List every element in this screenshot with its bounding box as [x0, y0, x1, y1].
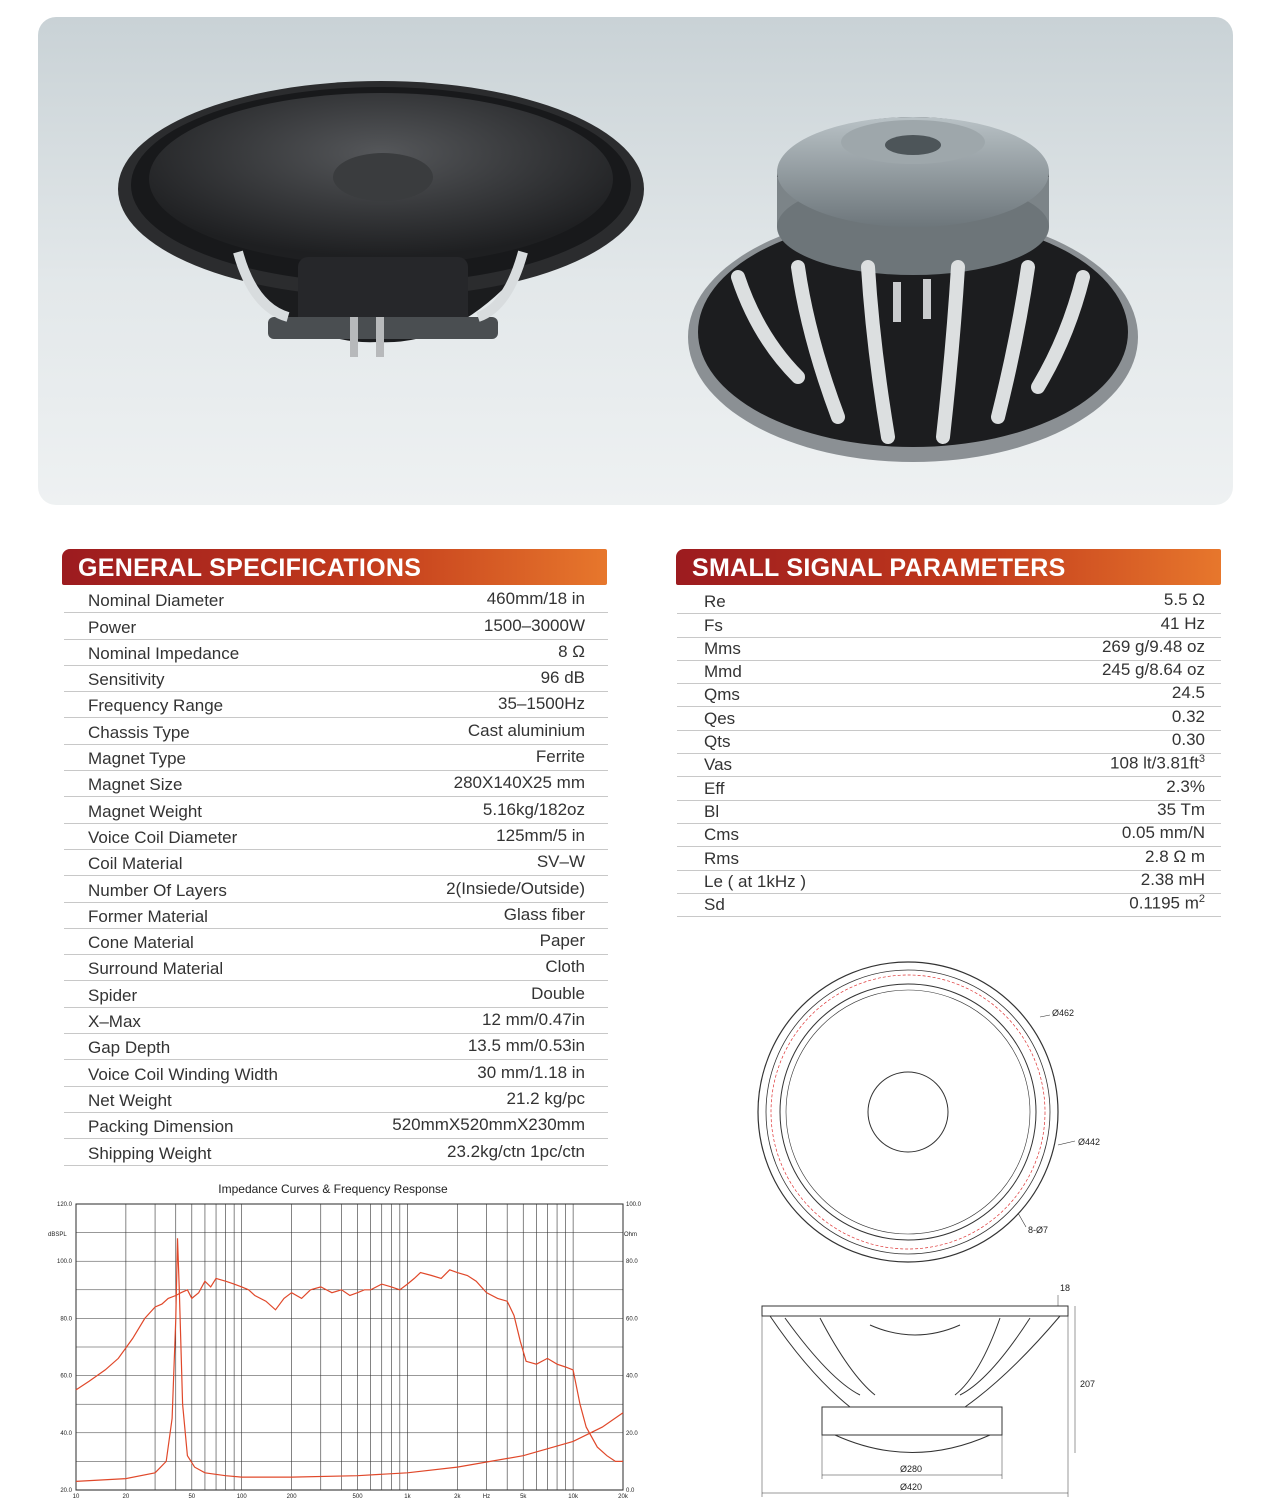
- dimension-label: Ø442: [1078, 1137, 1101, 1147]
- right-tick-label: 80.0: [626, 1259, 638, 1266]
- spec-value: 520mmX520mmX230mm: [392, 1115, 585, 1135]
- spec-value: Ferrite: [535, 747, 585, 767]
- param-label: Qms: [704, 685, 740, 705]
- spec-label: Number Of Layers: [88, 880, 227, 900]
- spec-label: X–Max: [88, 1012, 141, 1032]
- spec-value: 23.2kg/ctn 1pc/ctn: [447, 1141, 585, 1161]
- param-value: 2.38 mH: [1140, 869, 1205, 889]
- right-tick-label: 100.0: [626, 1202, 642, 1208]
- spec-value: 13.5 mm/0.53in: [467, 1036, 585, 1056]
- spec-value: 125mm/5 in: [496, 825, 585, 845]
- spec-row-x-max: [64, 1008, 608, 1034]
- x-tick-label: 10: [72, 1494, 80, 1500]
- chart-title: Impedance Curves & Frequency Response: [218, 1182, 448, 1196]
- spec-row-voice-coil-diameter: [64, 824, 608, 850]
- spec-label: Magnet Type: [88, 749, 186, 769]
- spec-label: Voice Coil Winding Width: [88, 1064, 278, 1084]
- param-value: 269 g/9.48 oz: [1101, 636, 1205, 656]
- param-row-le: [677, 871, 1221, 894]
- left-tick-label: 120.0: [56, 1202, 72, 1208]
- spec-row-spider: [64, 981, 608, 1007]
- spec-row-frequency-range: [64, 692, 608, 718]
- param-value-text: 108 lt/3.81ft: [1110, 753, 1199, 773]
- x-tick-label: 2k: [454, 1494, 461, 1500]
- speaker-photos: [38, 17, 1233, 505]
- x-tick-label: 10k: [568, 1494, 578, 1500]
- param-value: 0.32: [1171, 706, 1205, 726]
- impedance-curve-line: [76, 1238, 623, 1481]
- dimension-label: 207: [1080, 1379, 1096, 1389]
- spec-value: 5.16kg/182oz: [482, 799, 585, 819]
- param-label: Bl: [704, 801, 720, 821]
- spec-value: 30 mm/1.18 in: [477, 1062, 585, 1082]
- spec-label: Gap Depth: [88, 1038, 171, 1058]
- x-tick-label: 20k: [618, 1494, 628, 1500]
- dimension-label: 8-Ø7: [1028, 1225, 1049, 1235]
- spec-label: Nominal Impedance: [88, 643, 240, 663]
- param-value: 24.5: [1171, 683, 1205, 703]
- spec-row-power: [64, 613, 608, 639]
- general-specifications-table: [64, 587, 608, 1166]
- spec-row-packing-dimension: [64, 1113, 608, 1139]
- spec-value: SV–W: [536, 852, 585, 872]
- right-axis-label: Ohm: [624, 1232, 638, 1238]
- param-row-cms: [677, 824, 1221, 847]
- technical-drawing: [740, 955, 1110, 1500]
- spec-row-magnet-weight: [64, 797, 608, 823]
- x-tick-label: 100: [236, 1494, 247, 1500]
- param-label: Cms: [704, 825, 739, 845]
- spec-label: Chassis Type: [88, 722, 190, 742]
- x-tick-label: 5k: [520, 1494, 527, 1500]
- param-label: Mmd: [704, 662, 742, 682]
- param-value: [1110, 753, 1205, 774]
- spec-row-gap-depth: [64, 1034, 608, 1060]
- spec-label: Magnet Weight: [88, 801, 203, 821]
- spec-value: Glass fiber: [503, 904, 585, 924]
- right-tick-label: 0.0: [626, 1488, 635, 1494]
- left-tick-label: 80.0: [60, 1316, 72, 1323]
- param-value-text: 0.1195 m: [1129, 893, 1199, 913]
- param-row-eff: [677, 777, 1221, 800]
- spec-value: Double: [531, 983, 585, 1003]
- param-label: Vas: [704, 755, 733, 775]
- spec-value: Cloth: [545, 957, 585, 977]
- left-tick-label: 100.0: [56, 1259, 72, 1266]
- spec-label: Spider: [88, 985, 138, 1005]
- spec-row-surround-material: [64, 955, 608, 981]
- spec-label: Frequency Range: [88, 696, 224, 716]
- param-value: 2.8 Ω m: [1145, 846, 1205, 866]
- front-speaker: [118, 81, 644, 357]
- chart-grid: [76, 1204, 623, 1490]
- param-row-sd: [677, 894, 1221, 917]
- spec-row-magnet-size: [64, 771, 608, 797]
- param-row-vas: [677, 754, 1221, 777]
- spec-value: Cast aluminium: [467, 720, 585, 740]
- param-value: 245 g/8.64 oz: [1101, 660, 1205, 680]
- spec-value: 21.2 kg/pc: [506, 1088, 585, 1108]
- spec-row-number-of-layers: [64, 876, 608, 902]
- x-tick-label: 200: [286, 1494, 297, 1500]
- spec-row-sensitivity: [64, 666, 608, 692]
- param-row-qts: [677, 731, 1221, 754]
- spec-label: Power: [88, 617, 137, 637]
- x-tick-label: 20: [122, 1494, 130, 1500]
- spec-row-former-material: [64, 903, 608, 929]
- param-label: Sd: [704, 895, 725, 915]
- spec-value: 12 mm/0.47in: [482, 1010, 585, 1030]
- spec-value: 280X140X25 mm: [453, 773, 585, 793]
- left-tick-label: 60.0: [60, 1373, 72, 1380]
- spec-value: 1500–3000W: [483, 615, 585, 635]
- dimension-label: Ø462: [1052, 1008, 1075, 1018]
- param-label: Le ( at 1kHz ): [704, 871, 807, 891]
- spec-label: Magnet Size: [88, 775, 183, 795]
- spec-label: Sensitivity: [88, 670, 165, 690]
- superscript: 2: [1198, 892, 1205, 905]
- param-row-qes: [677, 707, 1221, 730]
- spec-row-voice-coil-winding-width: [64, 1060, 608, 1086]
- spec-label: Nominal Diameter: [88, 591, 225, 611]
- spec-row-nominal-diameter: [64, 587, 608, 613]
- rear-speaker: [688, 117, 1138, 462]
- spec-row-shipping-weight: [64, 1139, 608, 1165]
- spec-row-coil-material: [64, 850, 608, 876]
- left-axis-label: dBSPL: [48, 1232, 67, 1238]
- spec-label: Coil Material: [88, 854, 183, 874]
- spec-label: Cone Material: [88, 933, 194, 953]
- dimension-label: Ø280: [900, 1464, 923, 1474]
- param-row-bl: [677, 801, 1221, 824]
- param-row-fs: [677, 614, 1221, 637]
- spec-row-magnet-type: [64, 745, 608, 771]
- spec-row-net-weight: [64, 1087, 608, 1113]
- param-row-re: [677, 591, 1221, 614]
- spec-value: 460mm/18 in: [486, 589, 585, 609]
- spec-label: Packing Dimension: [88, 1117, 234, 1137]
- param-row-qms: [677, 684, 1221, 707]
- chart-tick-labels: [57, 1202, 642, 1500]
- left-tick-label: 20.0: [60, 1488, 72, 1494]
- param-label: Qes: [704, 708, 736, 728]
- right-tick-label: 60.0: [626, 1316, 638, 1323]
- param-label: Fs: [704, 615, 723, 635]
- impedance-frequency-chart: [38, 1176, 642, 1500]
- chart-series: [76, 1238, 623, 1481]
- spec-row-cone-material: [64, 929, 608, 955]
- param-value: 41 Hz: [1160, 613, 1205, 633]
- param-row-rms: [677, 847, 1221, 870]
- spec-row-chassis-type: [64, 718, 608, 744]
- product-photo: [38, 17, 1233, 505]
- spec-label: Shipping Weight: [88, 1143, 212, 1163]
- param-label: Re: [704, 592, 726, 612]
- spec-label: Net Weight: [88, 1090, 172, 1110]
- param-value: 2.3%: [1166, 776, 1205, 796]
- spec-value: 8 Ω: [558, 641, 585, 661]
- dimension-label: Ø420: [900, 1482, 923, 1492]
- left-tick-label: 40.0: [60, 1430, 72, 1437]
- param-value: 0.30: [1171, 730, 1205, 750]
- front-view-drawing: [758, 962, 1075, 1262]
- x-tick-label: 50: [188, 1494, 196, 1500]
- spec-label: Former Material: [88, 906, 208, 926]
- spec-value: 2(Insiede/Outside): [446, 878, 585, 898]
- x-tick-label: 1k: [404, 1494, 411, 1500]
- param-label: Rms: [704, 848, 739, 868]
- param-value: 5.5 Ω: [1163, 590, 1205, 610]
- spec-label: Surround Material: [88, 959, 224, 979]
- right-tick-label: 20.0: [626, 1430, 638, 1437]
- superscript: 3: [1198, 752, 1205, 765]
- small-signal-parameters-heading: SMALL SIGNAL PARAMETERS: [676, 549, 1221, 585]
- spec-label: Voice Coil Diameter: [88, 827, 238, 847]
- small-signal-parameters-table: [677, 591, 1221, 917]
- right-tick-label: 40.0: [626, 1373, 638, 1380]
- param-value: 0.05 mm/N: [1121, 823, 1205, 843]
- spec-row-nominal-impedance: [64, 640, 608, 666]
- param-value: [1129, 893, 1205, 914]
- param-label: Mms: [704, 638, 741, 658]
- general-specifications-heading: GENERAL SPECIFICATIONS: [62, 549, 607, 585]
- param-row-mms: [677, 638, 1221, 661]
- spec-value: 96 dB: [540, 668, 585, 688]
- param-value: 35 Tm: [1157, 799, 1205, 819]
- x-tick-label: 500: [352, 1494, 363, 1500]
- x-unit-label: Hz: [482, 1494, 491, 1500]
- spec-value: Paper: [539, 931, 585, 951]
- dimension-label: 18: [1060, 1283, 1071, 1293]
- param-row-mmd: [677, 661, 1221, 684]
- param-label: Eff: [704, 778, 725, 798]
- spec-value: 35–1500Hz: [498, 694, 585, 714]
- param-label: Qts: [704, 732, 731, 752]
